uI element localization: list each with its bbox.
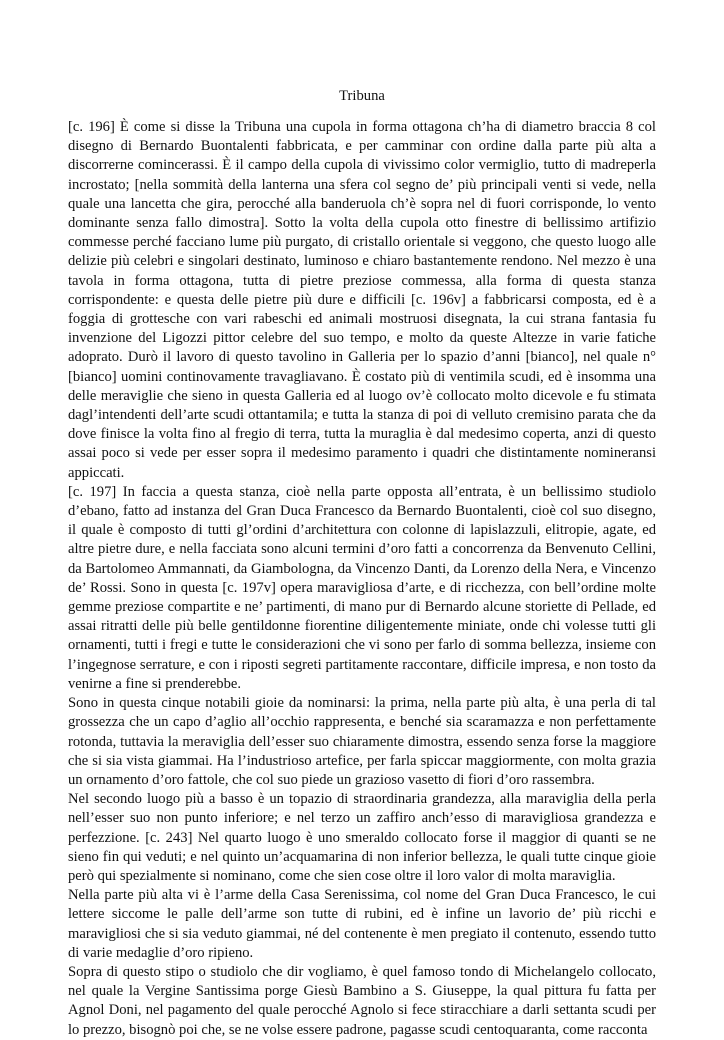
paragraph-arme-casa: Nella parte più alta vi è l’arme della Casa Serenissima, col nome del Gran Duca Francesco, le cui lettere siccome le palle dell’arme son tutte di rubini, ed è infine un lavorio de’ più ricchi e maravigliosi che si sia veduto giammai, né del contenente è men pregiato il contenuto, essendo tutto di varie medaglie d’oro ripieno.	[68, 887, 656, 961]
paragraph-tribuna-cupola: [c. 196] È come si disse la Tribuna una cupola in forma ottagona ch’ha di diametro braccia 8 col disegno di Bernardo Buontalenti fabbricata, e per camminar con ordine dalla parte più alta a discorrerne comincerassi. È il campo della cupola di vivissimo color vermiglio, tutto di madreperla incrostato; [nella sommità della lanterna una sfera col segno de’ più principali venti si vede, nella quale una lancetta che gira, perocché alla banderuola ch’è sopra nel di fuori corrisponde, lo vento dominante senza fallo dimostra]. Sotto la volta della cupola otto finestre di bellissimo artifizio commesse perché facciano lume più purgato, di cristallo orientale si veggono, che questo luogo alle delizie più celebri e singolari destinato, luminoso e chiaro bastantemente rendono. Nel mezzo è una tavola in forma ottagona, tutta di pietre preziose commessa, alla forma di questa stanza corrispondente: e questa delle pietre più dure e difficili [c. 196v] a fabbricarsi composta, ed è a foggia di grottesche con vari rabeschi ed animali mostruosi disegnata, la cui strana fantasia fu invenzione del Ligozzi pittor celebre del suo tempo, e molto da queste Altezze in varie fatiche adoprato. Durò il lavoro di questo tavolino in Galleria per lo spazio d’anni [bianco], nel quale n° [bianco] uomini continovamente travagliavano. È costato più di ventimila scudi, ed è insomma una delle meraviglie che sieno in questa Galleria ed al luogo ov’è collocato molto dicevole e fu stimata dagl’intendenti dell’arte scudi ottantamila; e tutta la stanza di poi di velluto cremisino parata che da dove finisce la volta fino al fregio di terra, tutta la muraglia è dal medesimo coperta, anzi di questo assai poco si vede per esser sopra il medesimo paramento i quadri che distintamente nomineransi appiccati.	[68, 119, 656, 481]
page-title: Tribuna	[339, 88, 385, 104]
document-page	[68, 86, 656, 1040]
paragraph-tondo-michelangelo: Sopra di questo stipo o studiolo che dir vogliamo, è quel famoso tondo di Michelangelo collocato, nel quale la Vergine Santissima porge Giesù Bambino a S. Giuseppe, la qual pittura fu fatta per Agnol Doni, nel pagamento del quale perocché Agnolo si fece stiracchiare a darli settanta scudi per lo prezzo, bisognò poi che, se ne volse essere padrone, pagasse scudi centoquaranta, come racconta	[68, 963, 656, 1038]
paragraph-cinque-gioie: Sono in questa cinque notabili gioie da nominarsi: la prima, nella parte più alta, è una perla di tal grossezza che un capo d’aglio all’occhio rappresenta, e benché sia scaramazza e non perfettamente rotonda, tuttavia la meraviglia dell’esser suo chiaramente dimostra, essendo senza forse la maggiore che si sia vista giammai. Ha l’industrioso artefice, per farla spiccar maggiormente, con molta grazia un ornamento d’oro fattole, che col suo piede un grazioso vasetto di fiori d’oro rassembra.	[68, 695, 656, 788]
paragraph-studiolo-ebano: [c. 197] In faccia a questa stanza, cioè nella parte opposta all’entrata, è un bellissimo studiolo d’ebano, fatto ad instanza del Gran Duca Francesco da Bernardo Buontalenti, cioè col suo disegno, il quale è composto di tutti gl’ordini d’architettura con colonne di lapislazzuli, elitropie, agate, ed altre pietre dure, e nella facciata sono alcuni termini d’oro fatti a concorrenza da Benvenuto Cellini, da Bartolomeo Ammannati, da Giambologna, da Vincenzo Danti, da Lorenzo della Nera, e Vincenzo de’ Rossi. Sono in questa [c. 197v] opera maravigliosa d’arte, e di ricchezza, con bell’ordine molte gemme preziose compartite e ne’ partimenti, di mano pur di Bernardo alcune storiette di Pellade, ed assai ritratti delle più belle gentildonne fiorentine diligentemente miniate, onde chi volesse tutti gli ornamenti, tutti i fregi e tutte le considerazioni che vi sono per farlo di somma bellezza, insieme con l’ingegnose serrature, e con i riposti segreti partitamente raccontare, difficile impresa, e non tosto da venirne a fine si prenderebbe.	[68, 483, 656, 692]
paragraph-topazio-zaffiro: Nel secondo luogo più a basso è un topazio di straordinaria grandezza, alla maraviglia della perla nell’esser suo non punto inferiore; e nel terzo un zaffiro anch’esso di maravigliosa grandezza e perfezzione. [c. 243] Nel quarto luogo è uno smeraldo collocato forse il maggior di quanti se ne sieno fin qui veduti; e nel quinto un’acquamarina di non inferior bellezza, le quali tutte cinque gioie però qui spezialmente si nominano, come che sien cose oltre il loro valor di molta maraviglia.	[68, 791, 656, 884]
